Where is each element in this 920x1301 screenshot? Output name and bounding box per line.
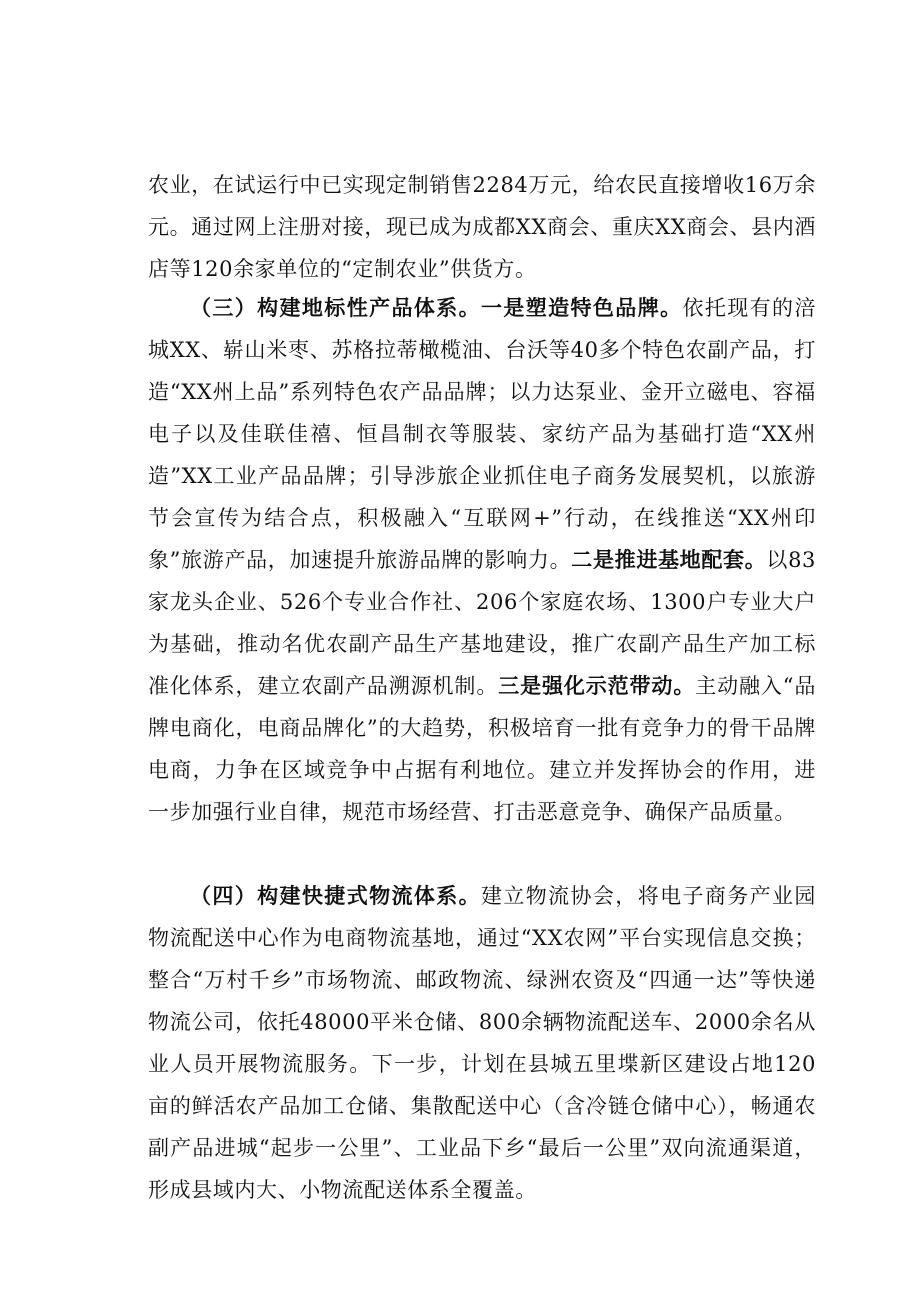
lead-phrase-demo: 三是强化示范带动。	[498, 673, 696, 698]
paragraph-text: 建立物流协会，将电子商务产业园物流配送中心作为电商物流基地，通过“XX农网”平台实现信息交换；整合“万村千乡”市场物流、邮政物流、绿洲农资及“四通一达”等快递物流公司，依托48000平米仓储、800余辆物流配送车、2000余名从业人员开展物流服务。下一步，计划在县城五里堞新区建设占地120亩的鲜活农产品加工仓储、集散配送中心（含冷链仓储中心），畅通农副产品进城“起步一公里”、工业品下乡“最后一公里”双向流通渠道，形成县域内大、小物流配送体系全覆盖。	[148, 884, 816, 1202]
section-heading: （四）构建快捷式物流体系。	[190, 883, 481, 908]
lead-phrase-brand: 一是塑造特色品牌。	[481, 295, 683, 320]
paragraph-text: 农业，在试运行中已实现定制销售2284万元，给农民直接增收16万余元。通过网上注册对接，现已成为成都XX商会、重庆XX商会、县内酒店等120余家单位的“定制农业”供货方。	[148, 173, 816, 281]
paragraph-landmark-products	[148, 287, 816, 833]
paragraph-text: 依托现有的涪城XX、崭山米枣、苏格拉蒂橄榄油、台沃等40多个特色农副产品，打造“XX州上品”系列特色农产品品牌；以力达泵业、金开立磁电、容福电子以及佳联佳禧、恒昌制衣等服装、家纺产品为基础打造“XX州造”XX工业产品品牌；引导涉旅企业抓住电子商务发展契机，以旅游节会宣传为结合点，积极融入“互联网+”行动，在线推送“XX州印象”旅游产品，加速提升旅游品牌的影响力。	[148, 296, 816, 572]
paragraph-text: 以83家龙头企业、526个专业合作社、206个家庭农场、1300户专业大户为基础，推动名优农副产品生产基地建设，推广农副产品生产加工标准化体系，建立农副产品溯源机制。	[148, 548, 817, 698]
paragraph-text: 主动融入“品牌电商化，电商品牌化”的大趋势，积极培育一批有竞争力的骨干品牌电商，力争在区域竞争中占据有利地位。建立并发挥协会的作用，进一步加强行业自律，规范市场经营、打击恶意竞争、确保产品质量。	[148, 674, 816, 824]
paragraph-logistics	[148, 875, 816, 1211]
paragraph-custom-agriculture	[148, 164, 816, 290]
section-heading: （三）构建地标性产品体系。	[190, 295, 481, 320]
lead-phrase-base: 二是推进基地配套。	[571, 547, 767, 572]
